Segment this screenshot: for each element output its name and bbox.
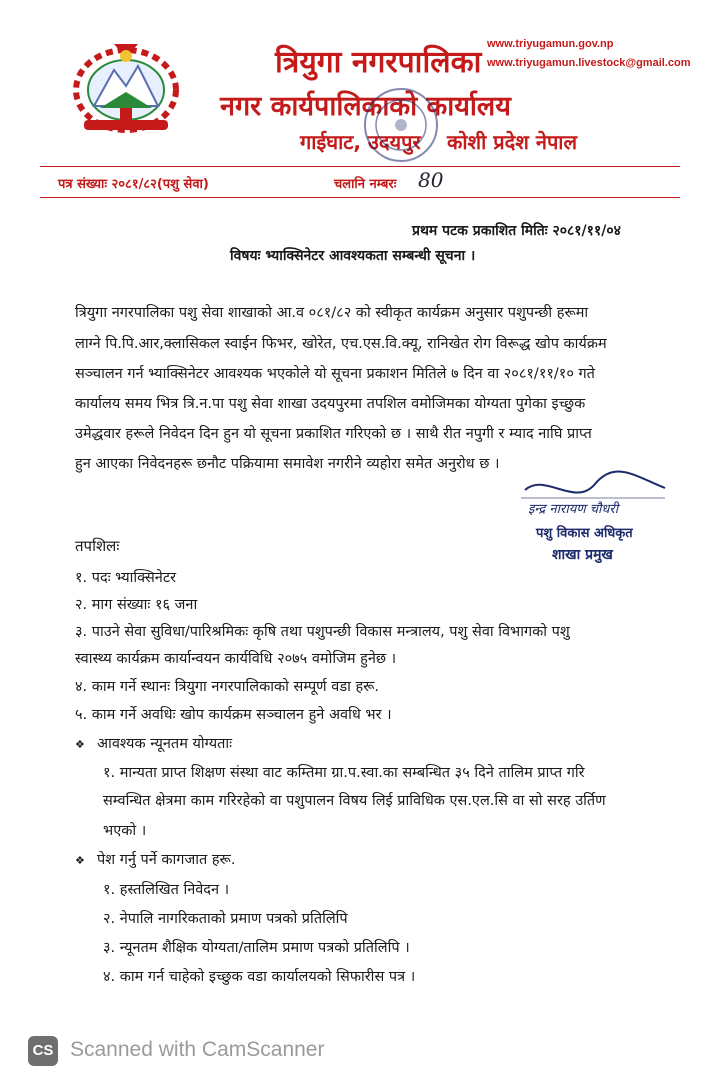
office-address-province: कोशी प्रदेश नेपाल	[447, 130, 578, 154]
signatory-title: पशु विकास अधिकृत	[536, 526, 633, 541]
paragraph-line: सञ्चालन गर्न भ्याक्सिनेटर आवश्यक भएकोले यो सूचना प्रकाशन मितिले ७ दिन वा २०८१/११/१० गते	[75, 366, 595, 382]
qualification-heading: आवश्यक न्यूनतम योग्यताः	[97, 736, 233, 752]
office-name: त्रियुगा नगरपालिका	[275, 45, 482, 80]
paragraph-line: कार्यालय समय भित्र त्रि.न.पा पशु सेवा शाखा उदयपुरमा तपशिल वमोजिमका योग्यता पुगेका इच्छुक	[75, 396, 586, 412]
details-heading: तपशिलः	[75, 537, 120, 555]
office-address-place: गाईघाट, उदयपुर	[300, 130, 421, 154]
diamond-bullet-icon: ❖	[75, 738, 85, 751]
qualification-line: १. मान्यता प्राप्त शिक्षण संस्था वाट कम्तिमा ग्रा.प.स्वा.का सम्बन्धित ३५ दिने तालिम प्राप्त गरि	[103, 765, 585, 781]
documents-heading: पेश गर्नु पर्ने कागजात हरू.	[97, 852, 236, 868]
paragraph-line: उमेद्धवार हरूले निवेदन दिन हुन यो सूचना प्रकाशित गरिएको छ । साथै रीत नपुगी र म्याद नाघि प्राप्त	[75, 426, 592, 442]
dispatch-number-value: 80	[418, 168, 444, 192]
signatory-name: इन्द्र नारायण चौधरी	[528, 502, 619, 517]
camscanner-logo-icon: CS	[28, 1036, 58, 1066]
office-stamp-icon	[360, 84, 442, 166]
detail-item-continued: स्वास्थ्य कार्यक्रम कार्यान्वयन कार्यविधि २०७५ वमोजिम हुनेछ ।	[75, 651, 397, 667]
email-link[interactable]: www.triyugamun.livestock@gmail.com	[487, 57, 691, 69]
paragraph-line: लाग्ने पि.पि.आर,क्लासिकल स्वाईन फिभर, खोरेत, एच.एस.वि.क्यू, रानिखेत रोग विरूद्ध खोप कार्यक्रम	[75, 336, 607, 352]
scanner-watermark: Scanned with CamScanner	[70, 1038, 325, 1061]
document-item: १. हस्तलिखित निवेदन ।	[103, 882, 230, 898]
detail-item: २. माग संख्याः १६ जना	[75, 597, 198, 613]
detail-item: ५. काम गर्ने अवधिः खोप कार्यक्रम सञ्चालन हुने अवधि भर ।	[75, 707, 392, 723]
qualification-line: सम्वन्धित क्षेत्रमा काम गरिरहेको वा पशुपालन विषय लिई प्राविधिक एस.एल.सि वा सो सरह उर्तिण	[103, 793, 606, 809]
detail-item: ३. पाउने सेवा सुविधा/पारिश्रमिकः कृषि तथा पशुपन्छी विकास मन्त्रालय, पशु सेवा विभागको पशु	[75, 624, 570, 640]
detail-item: १. पदः भ्याक्सिनेटर	[75, 570, 177, 586]
publish-date: प्रथम पटक प्रकाशित मितिः २०८१/११/०४	[412, 223, 621, 239]
qualification-section	[75, 733, 232, 753]
paragraph-line: त्रियुगा नगरपालिका पशु सेवा शाखाको आ.व ०८१/८२ को स्वीकृत कार्यक्रम अनुसार पशुपन्छी हरूमा	[75, 305, 589, 321]
document-item: २. नेपालि नागरिकताको प्रमाण पत्रको प्रतिलिपि	[103, 911, 348, 927]
documents-section	[75, 849, 235, 869]
paragraph-line: हुन आएका निवेदनहरू छनौट पक्रियामा समावेश नगरीने व्यहोरा समेत अनुरोध छ ।	[75, 456, 500, 472]
notice-subject: विषयः भ्याक्सिनेटर आवश्यकता सम्बन्धी सूचना ।	[230, 248, 476, 264]
signatory-role: शाखा प्रमुख	[552, 547, 613, 563]
document-item: ४. काम गर्न चाहेको इच्छुक वडा कार्यालयको सिफारीस पत्र ।	[103, 969, 416, 985]
qualification-line: भएको ।	[103, 823, 147, 839]
detail-item: ४. काम गर्ने स्थानः त्रियुगा नगरपालिकाको सम्पूर्ण वडा हरू.	[75, 679, 380, 695]
diamond-bullet-icon: ❖	[75, 854, 85, 867]
nepal-emblem-icon	[64, 36, 188, 138]
letter-number: पत्र संख्याः २०८१/८२(पशु सेवा)	[58, 177, 209, 192]
dispatch-number-label: चलानि नम्बरः	[334, 177, 397, 192]
office-subtitle: नगर कार्यपालिकाको कार्यालय	[220, 91, 511, 122]
website-link[interactable]: www.triyugamun.gov.np	[487, 38, 614, 50]
document-item: ३. न्यूनतम शैक्षिक योग्यता/तालिम प्रमाण पत्रको प्रतिलिपि ।	[103, 940, 410, 956]
